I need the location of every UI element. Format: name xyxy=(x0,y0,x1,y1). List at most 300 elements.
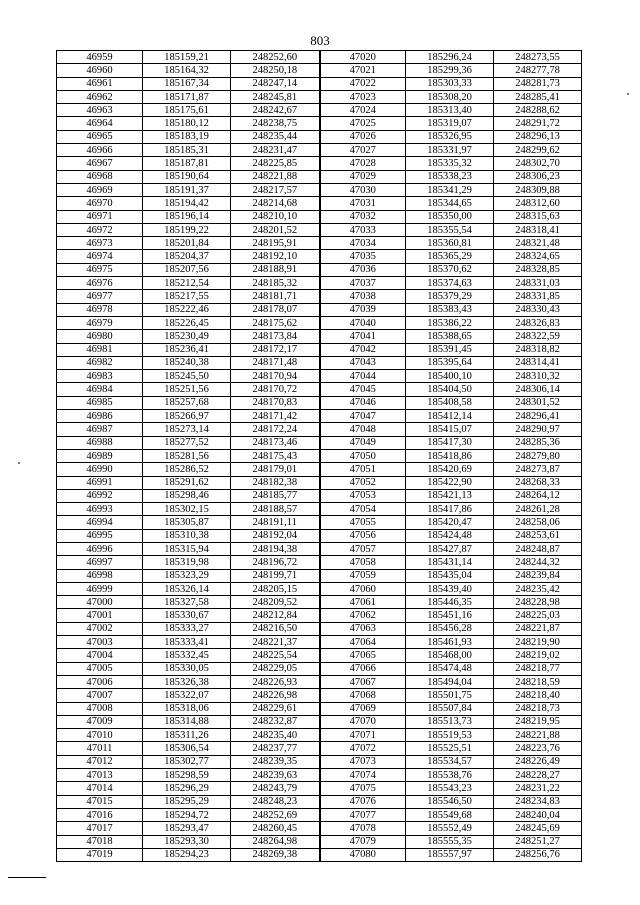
y-coordinate-cell: 248235,42 xyxy=(494,582,582,595)
x-coordinate-cell: 185360,81 xyxy=(406,237,494,250)
x-coordinate-cell: 185183,19 xyxy=(143,130,231,143)
point-number-cell: 46989 xyxy=(57,449,143,462)
point-number-cell: 47079 xyxy=(320,835,406,848)
y-coordinate-cell: 248225,85 xyxy=(231,157,320,170)
y-coordinate-cell: 248310,32 xyxy=(494,370,582,383)
point-number-cell: 47075 xyxy=(320,782,406,795)
y-coordinate-cell: 248279,80 xyxy=(494,449,582,462)
x-coordinate-cell: 185446,35 xyxy=(406,596,494,609)
point-number-cell: 47032 xyxy=(320,210,406,223)
x-coordinate-cell: 185266,97 xyxy=(143,410,231,423)
point-number-cell: 47030 xyxy=(320,183,406,196)
y-coordinate-cell: 248173,46 xyxy=(231,436,320,449)
table-row xyxy=(57,436,582,449)
x-coordinate-cell: 185251,56 xyxy=(143,383,231,396)
point-number-cell: 46994 xyxy=(57,516,143,529)
point-number-cell: 47042 xyxy=(320,343,406,356)
x-coordinate-cell: 185185,31 xyxy=(143,144,231,157)
y-coordinate-cell: 248248,87 xyxy=(494,542,582,555)
x-coordinate-cell: 185212,54 xyxy=(143,277,231,290)
y-coordinate-cell: 248223,76 xyxy=(494,742,582,755)
point-number-cell: 47068 xyxy=(320,689,406,702)
y-coordinate-cell: 248226,98 xyxy=(231,689,320,702)
point-number-cell: 46979 xyxy=(57,316,143,329)
x-coordinate-cell: 185338,23 xyxy=(406,170,494,183)
y-coordinate-cell: 248173,84 xyxy=(231,330,320,343)
x-coordinate-cell: 185175,61 xyxy=(143,104,231,117)
point-number-cell: 46959 xyxy=(57,51,143,64)
x-coordinate-cell: 185552,49 xyxy=(406,822,494,835)
y-coordinate-cell: 248299,62 xyxy=(494,144,582,157)
table-row xyxy=(57,702,582,715)
table-row xyxy=(57,290,582,303)
point-number-cell: 46967 xyxy=(57,157,143,170)
y-coordinate-cell: 248260,45 xyxy=(231,822,320,835)
x-coordinate-cell: 185323,29 xyxy=(143,569,231,582)
x-coordinate-cell: 185513,73 xyxy=(406,715,494,728)
point-number-cell: 47022 xyxy=(320,77,406,90)
y-coordinate-cell: 248314,41 xyxy=(494,356,582,369)
point-number-cell: 47010 xyxy=(57,729,143,742)
point-number-cell: 47066 xyxy=(320,662,406,675)
table-row xyxy=(57,636,582,649)
y-coordinate-cell: 248291,72 xyxy=(494,117,582,130)
y-coordinate-cell: 248179,01 xyxy=(231,463,320,476)
table-row xyxy=(57,64,582,77)
point-number-cell: 46991 xyxy=(57,476,143,489)
y-coordinate-cell: 248231,47 xyxy=(231,144,320,157)
point-number-cell: 47012 xyxy=(57,755,143,768)
point-number-cell: 46968 xyxy=(57,170,143,183)
point-number-cell: 46995 xyxy=(57,529,143,542)
point-number-cell: 47011 xyxy=(57,742,143,755)
point-number-cell: 47002 xyxy=(57,622,143,635)
point-number-cell: 46977 xyxy=(57,290,143,303)
y-coordinate-cell: 248258,06 xyxy=(494,516,582,529)
y-coordinate-cell: 248321,48 xyxy=(494,237,582,250)
x-coordinate-cell: 185474,48 xyxy=(406,662,494,675)
x-coordinate-cell: 185180,12 xyxy=(143,117,231,130)
x-coordinate-cell: 185298,46 xyxy=(143,489,231,502)
x-coordinate-cell: 185421,13 xyxy=(406,489,494,502)
y-coordinate-cell: 248273,87 xyxy=(494,463,582,476)
table-row xyxy=(57,489,582,502)
point-number-cell: 47026 xyxy=(320,130,406,143)
point-number-cell: 47053 xyxy=(320,489,406,502)
x-coordinate-cell: 185311,26 xyxy=(143,729,231,742)
x-coordinate-cell: 185395,64 xyxy=(406,356,494,369)
y-coordinate-cell: 248229,61 xyxy=(231,702,320,715)
point-number-cell: 46992 xyxy=(57,489,143,502)
table-row xyxy=(57,675,582,688)
x-coordinate-cell: 185431,14 xyxy=(406,556,494,569)
point-number-cell: 47071 xyxy=(320,729,406,742)
y-coordinate-cell: 248226,93 xyxy=(231,675,320,688)
point-number-cell: 47041 xyxy=(320,330,406,343)
y-coordinate-cell: 248238,75 xyxy=(231,117,320,130)
y-coordinate-cell: 248228,98 xyxy=(494,596,582,609)
x-coordinate-cell: 185310,38 xyxy=(143,529,231,542)
x-coordinate-cell: 185383,43 xyxy=(406,303,494,316)
table-row xyxy=(57,423,582,436)
y-coordinate-cell: 248194,38 xyxy=(231,542,320,555)
y-coordinate-cell: 248245,69 xyxy=(494,822,582,835)
y-coordinate-cell: 248264,98 xyxy=(231,835,320,848)
y-coordinate-cell: 248306,14 xyxy=(494,383,582,396)
point-number-cell: 46975 xyxy=(57,263,143,276)
y-coordinate-cell: 248199,71 xyxy=(231,569,320,582)
y-coordinate-cell: 248221,88 xyxy=(494,729,582,742)
point-number-cell: 46985 xyxy=(57,396,143,409)
stray-mark xyxy=(18,462,20,464)
y-coordinate-cell: 248218,59 xyxy=(494,675,582,688)
table-row xyxy=(57,503,582,516)
table-row xyxy=(57,782,582,795)
y-coordinate-cell: 248306,23 xyxy=(494,170,582,183)
x-coordinate-cell: 185226,45 xyxy=(143,316,231,329)
table-row xyxy=(57,330,582,343)
point-number-cell: 47009 xyxy=(57,715,143,728)
point-number-cell: 47001 xyxy=(57,609,143,622)
table-row xyxy=(57,463,582,476)
y-coordinate-cell: 248250,18 xyxy=(231,64,320,77)
y-coordinate-cell: 248318,82 xyxy=(494,343,582,356)
y-coordinate-cell: 248217,57 xyxy=(231,183,320,196)
x-coordinate-cell: 185230,49 xyxy=(143,330,231,343)
y-coordinate-cell: 248231,22 xyxy=(494,782,582,795)
x-coordinate-cell: 185315,94 xyxy=(143,542,231,555)
point-number-cell: 47080 xyxy=(320,848,406,861)
x-coordinate-cell: 185306,54 xyxy=(143,742,231,755)
x-coordinate-cell: 185308,20 xyxy=(406,90,494,103)
x-coordinate-cell: 185355,54 xyxy=(406,223,494,236)
coordinates-table xyxy=(56,50,582,862)
table-row xyxy=(57,263,582,276)
y-coordinate-cell: 248225,03 xyxy=(494,609,582,622)
y-coordinate-cell: 248261,28 xyxy=(494,503,582,516)
x-coordinate-cell: 185291,62 xyxy=(143,476,231,489)
y-coordinate-cell: 248239,35 xyxy=(231,755,320,768)
x-coordinate-cell: 185303,33 xyxy=(406,77,494,90)
y-coordinate-cell: 248182,38 xyxy=(231,476,320,489)
y-coordinate-cell: 248226,49 xyxy=(494,755,582,768)
point-number-cell: 46982 xyxy=(57,356,143,369)
y-coordinate-cell: 248185,77 xyxy=(231,489,320,502)
point-number-cell: 47074 xyxy=(320,769,406,782)
y-coordinate-cell: 248290,97 xyxy=(494,423,582,436)
y-coordinate-cell: 248196,72 xyxy=(231,556,320,569)
y-coordinate-cell: 248302,70 xyxy=(494,157,582,170)
point-number-cell: 46969 xyxy=(57,183,143,196)
y-coordinate-cell: 248225,54 xyxy=(231,649,320,662)
footnote-rule xyxy=(8,877,46,878)
x-coordinate-cell: 185171,87 xyxy=(143,90,231,103)
y-coordinate-cell: 248229,05 xyxy=(231,662,320,675)
point-number-cell: 47021 xyxy=(320,64,406,77)
y-coordinate-cell: 248252,69 xyxy=(231,808,320,821)
table-row xyxy=(57,356,582,369)
x-coordinate-cell: 185546,50 xyxy=(406,795,494,808)
x-coordinate-cell: 185341,29 xyxy=(406,183,494,196)
point-number-cell: 47069 xyxy=(320,702,406,715)
point-number-cell: 47013 xyxy=(57,769,143,782)
y-coordinate-cell: 248235,44 xyxy=(231,130,320,143)
table-row xyxy=(57,529,582,542)
x-coordinate-cell: 185333,41 xyxy=(143,636,231,649)
x-coordinate-cell: 185420,47 xyxy=(406,516,494,529)
y-coordinate-cell: 248185,32 xyxy=(231,277,320,290)
x-coordinate-cell: 185319,07 xyxy=(406,117,494,130)
point-number-cell: 46972 xyxy=(57,223,143,236)
x-coordinate-cell: 185281,56 xyxy=(143,449,231,462)
x-coordinate-cell: 185194,42 xyxy=(143,197,231,210)
y-coordinate-cell: 248228,27 xyxy=(494,769,582,782)
table-row xyxy=(57,729,582,742)
y-coordinate-cell: 248188,91 xyxy=(231,263,320,276)
x-coordinate-cell: 185379,29 xyxy=(406,290,494,303)
x-coordinate-cell: 185296,24 xyxy=(406,51,494,64)
y-coordinate-cell: 248285,36 xyxy=(494,436,582,449)
point-number-cell: 47058 xyxy=(320,556,406,569)
y-coordinate-cell: 248221,37 xyxy=(231,636,320,649)
point-number-cell: 47015 xyxy=(57,795,143,808)
x-coordinate-cell: 185330,05 xyxy=(143,662,231,675)
point-number-cell: 46998 xyxy=(57,569,143,582)
point-number-cell: 47023 xyxy=(320,90,406,103)
x-coordinate-cell: 185294,72 xyxy=(143,808,231,821)
point-number-cell: 46984 xyxy=(57,383,143,396)
x-coordinate-cell: 185350,00 xyxy=(406,210,494,223)
x-coordinate-cell: 185204,37 xyxy=(143,250,231,263)
point-number-cell: 47057 xyxy=(320,542,406,555)
table-row xyxy=(57,662,582,675)
table-row xyxy=(57,808,582,821)
x-coordinate-cell: 185318,06 xyxy=(143,702,231,715)
y-coordinate-cell: 248296,41 xyxy=(494,410,582,423)
x-coordinate-cell: 185326,95 xyxy=(406,130,494,143)
x-coordinate-cell: 185335,32 xyxy=(406,157,494,170)
y-coordinate-cell: 248192,10 xyxy=(231,250,320,263)
point-number-cell: 47048 xyxy=(320,423,406,436)
table-row xyxy=(57,476,582,489)
x-coordinate-cell: 185408,58 xyxy=(406,396,494,409)
x-coordinate-cell: 185543,23 xyxy=(406,782,494,795)
point-number-cell: 47059 xyxy=(320,569,406,582)
x-coordinate-cell: 185400,10 xyxy=(406,370,494,383)
y-coordinate-cell: 248322,59 xyxy=(494,330,582,343)
y-coordinate-cell: 248268,33 xyxy=(494,476,582,489)
y-coordinate-cell: 248170,94 xyxy=(231,370,320,383)
x-coordinate-cell: 185305,87 xyxy=(143,516,231,529)
point-number-cell: 47037 xyxy=(320,277,406,290)
y-coordinate-cell: 248210,10 xyxy=(231,210,320,223)
point-number-cell: 47006 xyxy=(57,675,143,688)
x-coordinate-cell: 185293,47 xyxy=(143,822,231,835)
y-coordinate-cell: 248247,14 xyxy=(231,77,320,90)
y-coordinate-cell: 248175,62 xyxy=(231,316,320,329)
table-row xyxy=(57,396,582,409)
x-coordinate-cell: 185370,62 xyxy=(406,263,494,276)
point-number-cell: 47044 xyxy=(320,370,406,383)
x-coordinate-cell: 185468,00 xyxy=(406,649,494,662)
point-number-cell: 47040 xyxy=(320,316,406,329)
x-coordinate-cell: 185257,68 xyxy=(143,396,231,409)
x-coordinate-cell: 185299,36 xyxy=(406,64,494,77)
x-coordinate-cell: 185420,69 xyxy=(406,463,494,476)
y-coordinate-cell: 248244,32 xyxy=(494,556,582,569)
point-number-cell: 47076 xyxy=(320,795,406,808)
point-number-cell: 47078 xyxy=(320,822,406,835)
table-row xyxy=(57,130,582,143)
point-number-cell: 47027 xyxy=(320,144,406,157)
y-coordinate-cell: 248288,62 xyxy=(494,104,582,117)
x-coordinate-cell: 185201,84 xyxy=(143,237,231,250)
point-number-cell: 47036 xyxy=(320,263,406,276)
y-coordinate-cell: 248175,43 xyxy=(231,449,320,462)
point-number-cell: 47024 xyxy=(320,104,406,117)
point-number-cell: 47033 xyxy=(320,223,406,236)
y-coordinate-cell: 248243,79 xyxy=(231,782,320,795)
x-coordinate-cell: 185374,63 xyxy=(406,277,494,290)
x-coordinate-cell: 185296,29 xyxy=(143,782,231,795)
point-number-cell: 47035 xyxy=(320,250,406,263)
x-coordinate-cell: 185534,57 xyxy=(406,755,494,768)
table-row xyxy=(57,689,582,702)
table-row xyxy=(57,250,582,263)
y-coordinate-cell: 248212,84 xyxy=(231,609,320,622)
point-number-cell: 46993 xyxy=(57,503,143,516)
point-number-cell: 47055 xyxy=(320,516,406,529)
x-coordinate-cell: 185417,30 xyxy=(406,436,494,449)
point-number-cell: 46981 xyxy=(57,343,143,356)
y-coordinate-cell: 248324,65 xyxy=(494,250,582,263)
y-coordinate-cell: 248330,43 xyxy=(494,303,582,316)
y-coordinate-cell: 248273,55 xyxy=(494,51,582,64)
y-coordinate-cell: 248240,04 xyxy=(494,808,582,821)
point-number-cell: 47062 xyxy=(320,609,406,622)
point-number-cell: 47047 xyxy=(320,410,406,423)
x-coordinate-cell: 185418,86 xyxy=(406,449,494,462)
x-coordinate-cell: 185295,29 xyxy=(143,795,231,808)
y-coordinate-cell: 248188,57 xyxy=(231,503,320,516)
x-coordinate-cell: 185293,30 xyxy=(143,835,231,848)
table-row xyxy=(57,848,582,861)
table-row xyxy=(57,303,582,316)
y-coordinate-cell: 248232,87 xyxy=(231,715,320,728)
table-row xyxy=(57,596,582,609)
table-row xyxy=(57,569,582,582)
table-row xyxy=(57,383,582,396)
x-coordinate-cell: 185207,56 xyxy=(143,263,231,276)
x-coordinate-cell: 185519,53 xyxy=(406,729,494,742)
x-coordinate-cell: 185286,52 xyxy=(143,463,231,476)
y-coordinate-cell: 248237,77 xyxy=(231,742,320,755)
x-coordinate-cell: 185190,64 xyxy=(143,170,231,183)
y-coordinate-cell: 248201,52 xyxy=(231,223,320,236)
stray-mark xyxy=(627,93,629,95)
y-coordinate-cell: 248326,83 xyxy=(494,316,582,329)
x-coordinate-cell: 185435,04 xyxy=(406,569,494,582)
table-row xyxy=(57,197,582,210)
y-coordinate-cell: 248264,12 xyxy=(494,489,582,502)
y-coordinate-cell: 248218,77 xyxy=(494,662,582,675)
x-coordinate-cell: 185456,28 xyxy=(406,622,494,635)
table-row xyxy=(57,556,582,569)
y-coordinate-cell: 248328,85 xyxy=(494,263,582,276)
point-number-cell: 47043 xyxy=(320,356,406,369)
point-number-cell: 46983 xyxy=(57,370,143,383)
y-coordinate-cell: 248245,81 xyxy=(231,90,320,103)
table-row xyxy=(57,822,582,835)
point-number-cell: 46963 xyxy=(57,104,143,117)
x-coordinate-cell: 185245,50 xyxy=(143,370,231,383)
point-number-cell: 46980 xyxy=(57,330,143,343)
table-row xyxy=(57,622,582,635)
x-coordinate-cell: 185273,14 xyxy=(143,423,231,436)
point-number-cell: 47065 xyxy=(320,649,406,662)
point-number-cell: 47045 xyxy=(320,383,406,396)
y-coordinate-cell: 248219,02 xyxy=(494,649,582,662)
x-coordinate-cell: 185549,68 xyxy=(406,808,494,821)
point-number-cell: 47000 xyxy=(57,596,143,609)
x-coordinate-cell: 185538,76 xyxy=(406,769,494,782)
x-coordinate-cell: 185277,52 xyxy=(143,436,231,449)
table-row xyxy=(57,370,582,383)
point-number-cell: 47029 xyxy=(320,170,406,183)
y-coordinate-cell: 248178,07 xyxy=(231,303,320,316)
x-coordinate-cell: 185439,40 xyxy=(406,582,494,595)
y-coordinate-cell: 248192,04 xyxy=(231,529,320,542)
y-coordinate-cell: 248256,76 xyxy=(494,848,582,861)
point-number-cell: 46997 xyxy=(57,556,143,569)
table-row xyxy=(57,449,582,462)
x-coordinate-cell: 185326,14 xyxy=(143,582,231,595)
point-number-cell: 47064 xyxy=(320,636,406,649)
y-coordinate-cell: 248170,72 xyxy=(231,383,320,396)
point-number-cell: 47018 xyxy=(57,835,143,848)
table-row xyxy=(57,795,582,808)
y-coordinate-cell: 248218,40 xyxy=(494,689,582,702)
table-row xyxy=(57,316,582,329)
point-number-cell: 47039 xyxy=(320,303,406,316)
point-number-cell: 46988 xyxy=(57,436,143,449)
x-coordinate-cell: 185332,45 xyxy=(143,649,231,662)
point-number-cell: 47073 xyxy=(320,755,406,768)
x-coordinate-cell: 185164,32 xyxy=(143,64,231,77)
point-number-cell: 47019 xyxy=(57,848,143,861)
x-coordinate-cell: 185507,84 xyxy=(406,702,494,715)
x-coordinate-cell: 185314,88 xyxy=(143,715,231,728)
table-row xyxy=(57,77,582,90)
table-row xyxy=(57,117,582,130)
y-coordinate-cell: 248312,60 xyxy=(494,197,582,210)
x-coordinate-cell: 185199,22 xyxy=(143,223,231,236)
x-coordinate-cell: 185298,59 xyxy=(143,769,231,782)
y-coordinate-cell: 248277,78 xyxy=(494,64,582,77)
point-number-cell: 47034 xyxy=(320,237,406,250)
table-row xyxy=(57,582,582,595)
x-coordinate-cell: 185222,46 xyxy=(143,303,231,316)
x-coordinate-cell: 185422,90 xyxy=(406,476,494,489)
y-coordinate-cell: 248219,95 xyxy=(494,715,582,728)
y-coordinate-cell: 248281,73 xyxy=(494,77,582,90)
point-number-cell: 47008 xyxy=(57,702,143,715)
table-row xyxy=(57,769,582,782)
x-coordinate-cell: 185557,97 xyxy=(406,848,494,861)
point-number-cell: 47007 xyxy=(57,689,143,702)
y-coordinate-cell: 248170,83 xyxy=(231,396,320,409)
point-number-cell: 47028 xyxy=(320,157,406,170)
